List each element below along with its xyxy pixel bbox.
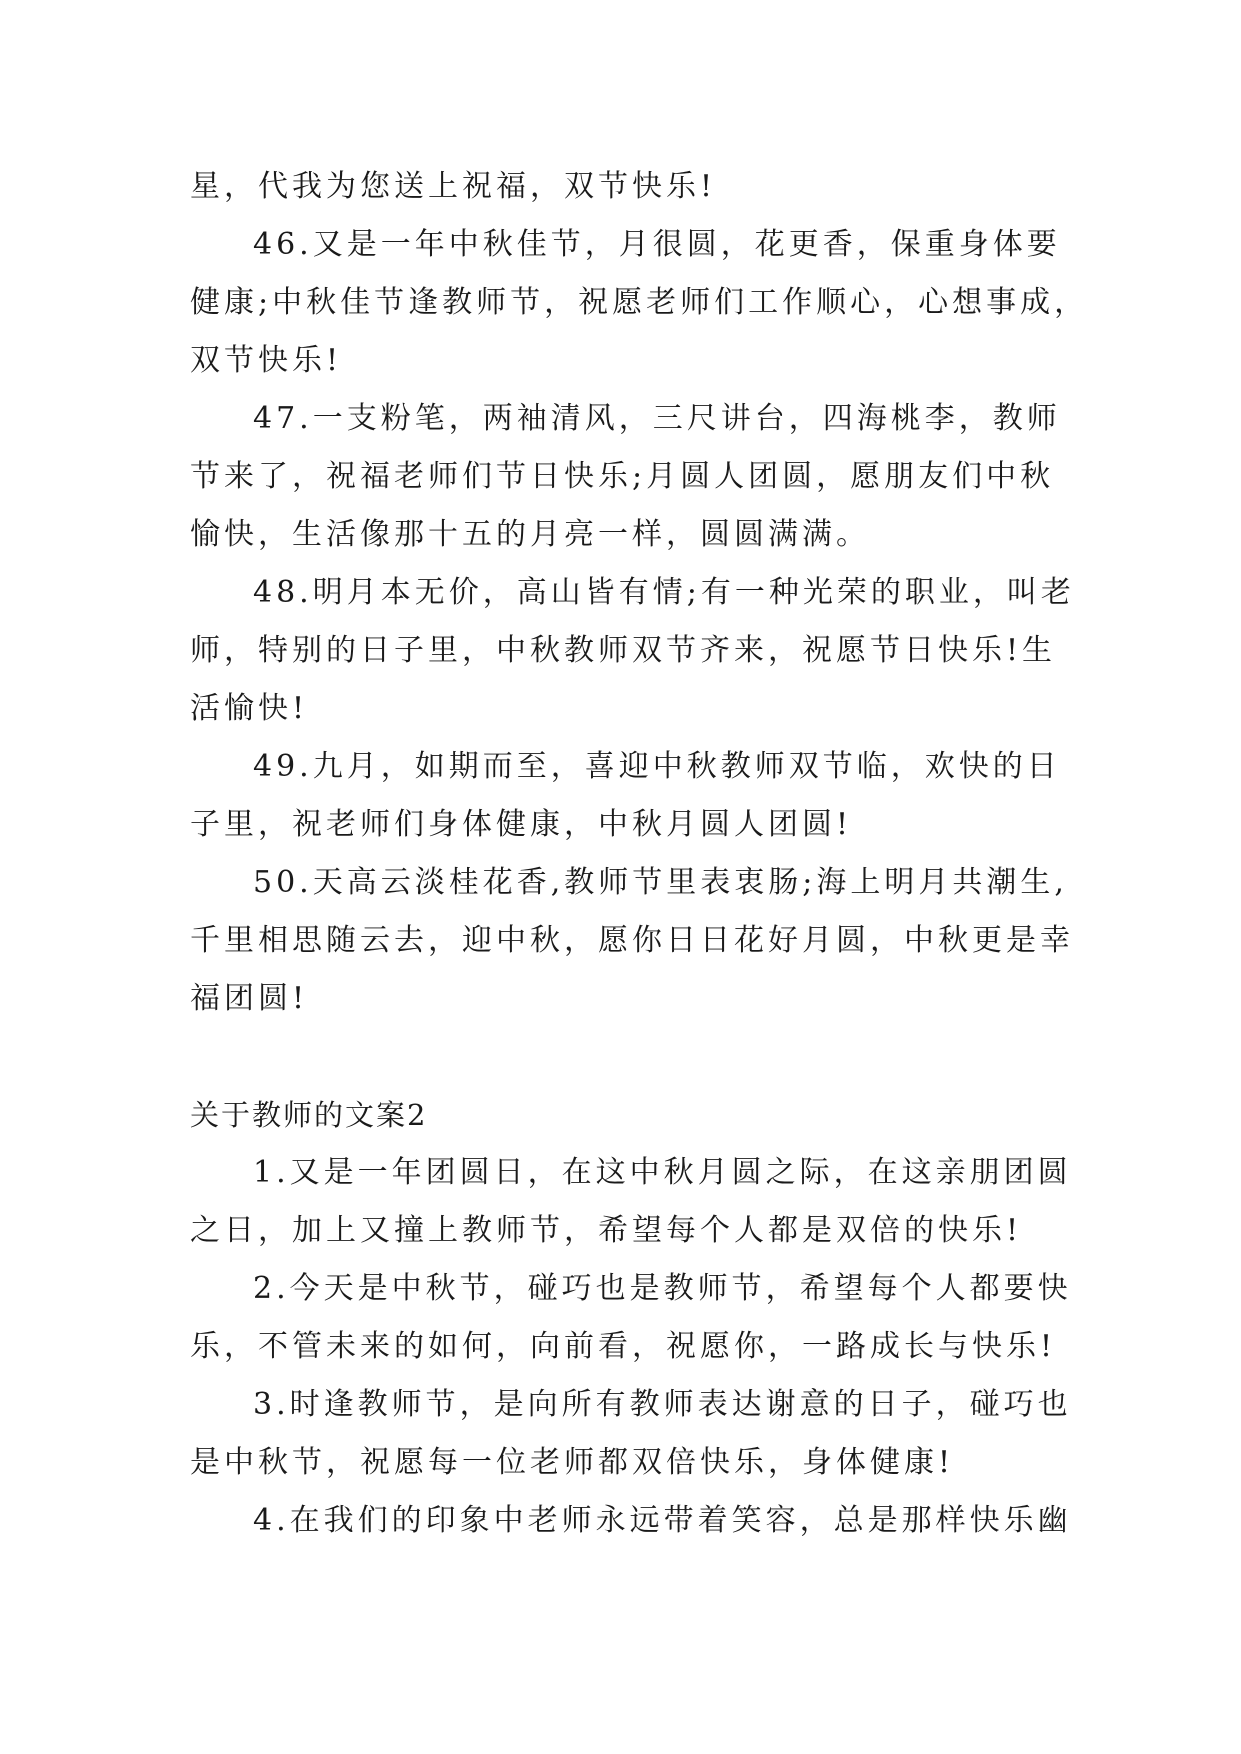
text-line: 千里相思随云去，迎中秋，愿你日日花好月圆，中秋更是幸 [190, 923, 1074, 958]
text-line: 之日，加上又撞上教师节，希望每个人都是双倍的快乐! [190, 1213, 1023, 1248]
text-line: 双节快乐! [190, 343, 343, 378]
text-line: 愉快，生活像那十五的月亮一样，圆圆满满。 [190, 517, 870, 552]
section-gap [190, 1028, 1070, 1086]
text-line: 师，特别的日子里，中秋教师双节齐来，祝愿节日快乐!生 [190, 633, 1057, 668]
text-line: 49.九月，如期而至，喜迎中秋教师双节临，欢快的日 [253, 749, 1061, 784]
text-line: 是中秋节，祝愿每一位老师都双倍快乐，身体健康! [190, 1445, 955, 1480]
section-heading: 关于教师的文案2 [190, 1098, 428, 1132]
text-line: 乐，不管未来的如何，向前看，祝愿你，一路成长与快乐! [190, 1329, 1057, 1364]
text-line: 活愉快! [190, 691, 309, 726]
text-line: 48.明月本无价，高山皆有情;有一种光荣的职业，叫老 [253, 575, 1075, 610]
text-line: 1.又是一年团圆日，在这中秋月圆之际，在这亲朋团圆 [253, 1155, 1072, 1190]
text-line: 3.时逢教师节，是向所有教师表达谢意的日子，碰巧也 [253, 1387, 1072, 1422]
text-line: 4.在我们的印象中老师永远带着笑容，总是那样快乐幽 [253, 1503, 1072, 1538]
text-line: 47.一支粉笔，两袖清风，三尺讲台，四海桃李，教师 [253, 401, 1061, 436]
text-line: 福团圆! [190, 981, 309, 1016]
text-line: 46.又是一年中秋佳节，月很圆，花更香，保重身体要 [253, 227, 1061, 262]
text-line: 子里，祝老师们身体健康，中秋月圆人团圆! [190, 807, 853, 842]
text-line: 星，代我为您送上祝福，双节快乐! [190, 169, 717, 204]
text-line: 50.天高云淡桂花香,教师节里表衷肠;海上明月共潮生, [253, 865, 1068, 900]
document-body [190, 158, 1089, 1550]
text-line: 节来了，祝福老师们节日快乐;月圆人团圆，愿朋友们中秋 [190, 459, 1055, 494]
text-line: 健康;中秋佳节逢教师节，祝愿老师们工作顺心，心想事成， [190, 285, 1089, 320]
text-line: 2.今天是中秋节，碰巧也是教师节，希望每个人都要快 [253, 1271, 1072, 1306]
